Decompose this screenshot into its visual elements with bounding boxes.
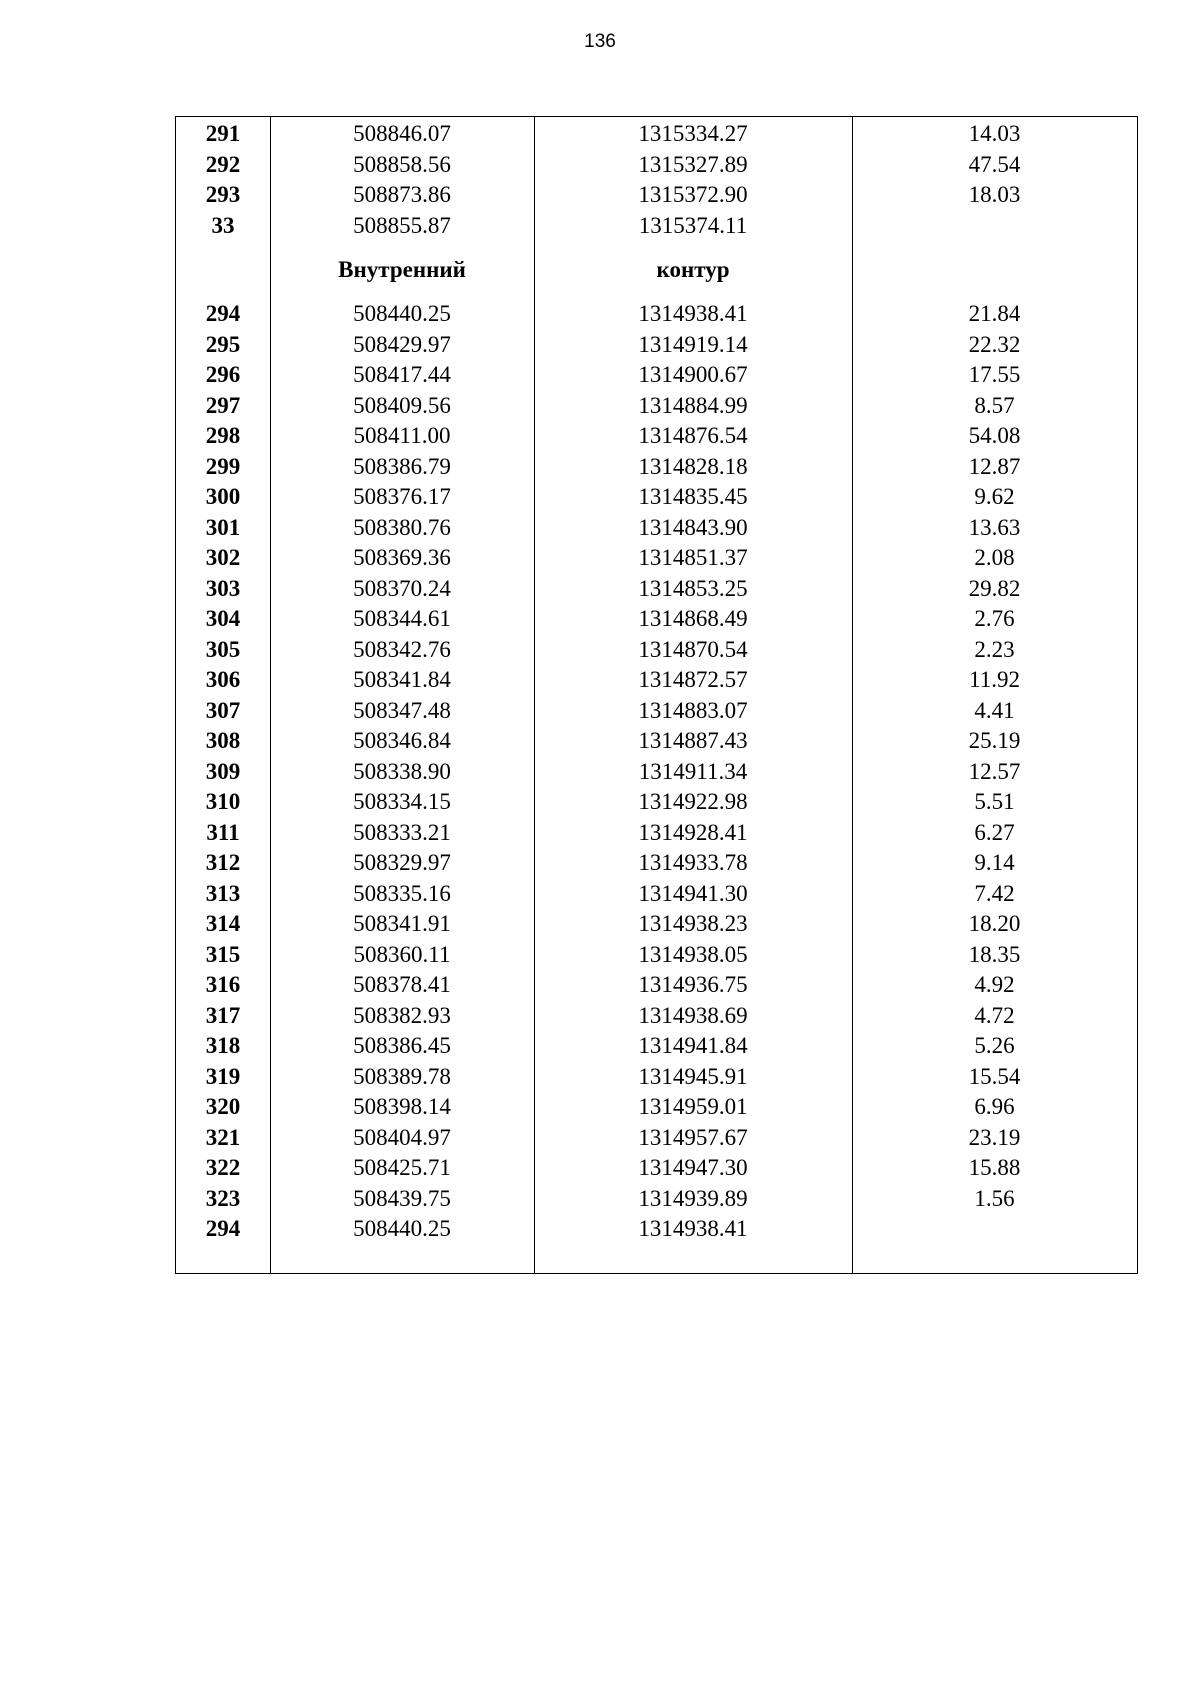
table-row bbox=[176, 1184, 1137, 1215]
y-coordinate-cell: 1314945.91 bbox=[638, 1063, 748, 1089]
distance-cell: 47.54 bbox=[968, 151, 1021, 177]
distance-cell: 15.88 bbox=[968, 1155, 1021, 1180]
x-coordinate-cell: 508873.86 bbox=[353, 182, 451, 207]
distance-cell: 1.56 bbox=[974, 1185, 1015, 1211]
y-coordinate-cell: 1314959.01 bbox=[638, 1094, 748, 1119]
point-number-cell: 323 bbox=[205, 1185, 241, 1211]
y-coordinate-cell: 1314938.23 bbox=[638, 911, 748, 936]
y-coordinate-cell: 1314936.75 bbox=[638, 972, 748, 997]
point-number-cell: 301 bbox=[205, 514, 241, 540]
point-number-cell: 299 bbox=[205, 453, 241, 479]
table-row bbox=[176, 452, 1137, 483]
table-row bbox=[176, 150, 1137, 181]
y-coordinate-cell: 1314872.57 bbox=[638, 667, 748, 692]
distance-cell: 18.35 bbox=[968, 941, 1021, 967]
y-coordinate-cell: 1315334.27 bbox=[638, 121, 748, 146]
table-row bbox=[176, 726, 1137, 757]
x-coordinate-cell: 508341.91 bbox=[353, 911, 451, 936]
inner-contour-rows bbox=[176, 299, 1137, 1245]
point-number-cell: 315 bbox=[205, 941, 241, 967]
point-number-cell: 313 bbox=[205, 880, 241, 906]
distance-cell: 12.57 bbox=[968, 758, 1021, 784]
y-coordinate-cell: 1314870.54 bbox=[638, 636, 748, 662]
table-row bbox=[176, 818, 1137, 849]
y-coordinate-cell: 1314938.41 bbox=[638, 1216, 748, 1241]
table-row bbox=[176, 360, 1137, 391]
y-coordinate-cell: 1314938.05 bbox=[638, 941, 748, 967]
table-row bbox=[176, 787, 1137, 818]
y-coordinate-cell: 1315372.90 bbox=[638, 182, 748, 207]
point-number-cell: 321 bbox=[205, 1124, 241, 1150]
table-row bbox=[176, 1092, 1137, 1123]
y-coordinate-cell: 1314941.84 bbox=[638, 1033, 748, 1058]
point-number-cell: 302 bbox=[205, 545, 241, 570]
point-number-cell: 292 bbox=[205, 151, 241, 177]
x-coordinate-cell: 508439.75 bbox=[353, 1185, 451, 1211]
point-number-cell: 320 bbox=[205, 1094, 241, 1119]
table-row bbox=[176, 635, 1137, 666]
x-coordinate-cell: 508335.16 bbox=[353, 880, 451, 906]
table-row bbox=[176, 1214, 1137, 1245]
x-coordinate-cell: 508344.61 bbox=[353, 606, 451, 631]
y-coordinate-cell: 1314922.98 bbox=[638, 789, 748, 814]
table-row bbox=[176, 391, 1137, 422]
x-coordinate-cell: 508411.00 bbox=[353, 423, 451, 448]
point-number-cell: 293 bbox=[205, 182, 241, 207]
y-coordinate-cell: 1314900.67 bbox=[638, 362, 748, 387]
x-coordinate-cell: 508346.84 bbox=[353, 728, 451, 753]
x-coordinate-cell: 508398.14 bbox=[353, 1094, 451, 1119]
distance-cell: 25.19 bbox=[968, 728, 1021, 753]
table-row bbox=[176, 330, 1137, 361]
x-coordinate-cell: 508855.87 bbox=[353, 212, 451, 238]
distance-cell: 29.82 bbox=[968, 575, 1021, 601]
x-coordinate-cell: 508376.17 bbox=[353, 484, 451, 509]
x-coordinate-cell: 508378.41 bbox=[353, 972, 451, 997]
distance-cell: 5.51 bbox=[974, 789, 1015, 814]
distance-cell: 2.08 bbox=[974, 545, 1015, 570]
x-coordinate-cell: 508389.78 bbox=[353, 1063, 451, 1089]
y-coordinate-cell: 1314883.07 bbox=[638, 697, 748, 723]
y-coordinate-cell: 1314828.18 bbox=[638, 453, 748, 479]
point-number-cell: 319 bbox=[205, 1063, 241, 1089]
point-number-cell: 306 bbox=[205, 667, 241, 692]
x-coordinate-cell: 508341.84 bbox=[353, 667, 451, 692]
point-number-cell: 295 bbox=[205, 331, 241, 357]
y-coordinate-cell: 1314843.90 bbox=[638, 514, 748, 540]
table-row bbox=[176, 180, 1137, 211]
table-row bbox=[176, 421, 1137, 452]
x-coordinate-cell: 508382.93 bbox=[353, 1002, 451, 1028]
point-number-cell: 303 bbox=[205, 575, 241, 601]
distance-cell: 8.57 bbox=[974, 392, 1015, 418]
distance-cell: 23.19 bbox=[968, 1124, 1021, 1150]
point-number-cell: 316 bbox=[205, 972, 241, 997]
y-coordinate-cell: 1314868.49 bbox=[638, 606, 748, 631]
coordinates-table bbox=[175, 116, 1138, 1274]
x-coordinate-cell: 508425.71 bbox=[353, 1155, 451, 1180]
y-coordinate-cell: 1314876.54 bbox=[638, 423, 748, 448]
y-coordinate-cell: 1315374.11 bbox=[638, 212, 748, 238]
distance-cell: 2.76 bbox=[974, 606, 1015, 631]
point-number-cell: 33 bbox=[211, 212, 235, 238]
point-number-cell: 291 bbox=[205, 121, 241, 146]
x-coordinate-cell: 508404.97 bbox=[353, 1124, 451, 1150]
table-row bbox=[176, 1031, 1137, 1062]
table-row bbox=[176, 1001, 1137, 1032]
x-coordinate-cell: 508342.76 bbox=[353, 636, 451, 662]
point-number-cell: 305 bbox=[205, 636, 241, 662]
distance-cell: 2.23 bbox=[974, 636, 1015, 662]
distance-cell: 12.87 bbox=[968, 453, 1021, 479]
table-row bbox=[176, 940, 1137, 971]
point-number-cell: 312 bbox=[205, 850, 241, 875]
table-row bbox=[176, 513, 1137, 544]
point-number-cell: 298 bbox=[205, 423, 241, 448]
x-coordinate-cell: 508386.79 bbox=[353, 453, 451, 479]
distance-cell: 21.84 bbox=[968, 301, 1021, 326]
table-row bbox=[176, 665, 1137, 696]
y-coordinate-cell: 1314938.69 bbox=[638, 1002, 748, 1028]
table-row bbox=[176, 543, 1137, 574]
outer-contour-rows bbox=[176, 119, 1137, 241]
point-number-cell: 304 bbox=[205, 606, 241, 631]
section-header-inner-contour bbox=[176, 241, 1137, 299]
table-row bbox=[176, 1153, 1137, 1184]
point-number-cell: 308 bbox=[205, 728, 241, 753]
section-label-left: Внутренний bbox=[338, 257, 466, 282]
y-coordinate-cell: 1314851.37 bbox=[638, 545, 748, 570]
point-number-cell: 296 bbox=[205, 362, 241, 387]
distance-cell: 13.63 bbox=[968, 514, 1021, 540]
table-row bbox=[176, 1123, 1137, 1154]
distance-cell: 15.54 bbox=[968, 1063, 1021, 1089]
x-coordinate-cell: 508417.44 bbox=[353, 362, 451, 387]
y-coordinate-cell: 1314911.34 bbox=[638, 758, 748, 784]
x-coordinate-cell: 508370.24 bbox=[353, 575, 451, 601]
point-number-cell: 322 bbox=[205, 1155, 241, 1180]
table-row bbox=[176, 1062, 1137, 1093]
x-coordinate-cell: 508369.36 bbox=[353, 545, 451, 570]
y-coordinate-cell: 1314941.30 bbox=[638, 880, 748, 906]
point-number-cell: 294 bbox=[205, 301, 241, 326]
table-row bbox=[176, 604, 1137, 635]
distance-cell: 54.08 bbox=[968, 423, 1021, 448]
y-coordinate-cell: 1314853.25 bbox=[638, 575, 748, 601]
x-coordinate-cell: 508440.25 bbox=[353, 1216, 451, 1241]
y-coordinate-cell: 1314928.41 bbox=[638, 819, 748, 845]
point-number-cell: 314 bbox=[205, 911, 241, 936]
point-number-cell: 294 bbox=[205, 1216, 241, 1241]
point-number-cell: 300 bbox=[205, 484, 241, 509]
point-number-cell: 297 bbox=[205, 392, 241, 418]
x-coordinate-cell: 508334.15 bbox=[353, 789, 451, 814]
y-coordinate-cell: 1314887.43 bbox=[638, 728, 748, 753]
table-row bbox=[176, 299, 1137, 330]
distance-cell: 4.41 bbox=[974, 697, 1015, 723]
table-row bbox=[176, 757, 1137, 788]
x-coordinate-cell: 508338.90 bbox=[353, 758, 451, 784]
table-row bbox=[176, 482, 1137, 513]
x-coordinate-cell: 508333.21 bbox=[353, 819, 451, 845]
table-row bbox=[176, 574, 1137, 605]
x-coordinate-cell: 508429.97 bbox=[353, 331, 451, 357]
x-coordinate-cell: 508386.45 bbox=[353, 1033, 451, 1058]
distance-cell: 4.72 bbox=[974, 1002, 1015, 1028]
x-coordinate-cell: 508380.76 bbox=[353, 514, 451, 540]
x-coordinate-cell: 508329.97 bbox=[353, 850, 451, 875]
table-row bbox=[176, 970, 1137, 1001]
point-number-cell: 317 bbox=[205, 1002, 241, 1028]
point-number-cell: 310 bbox=[205, 789, 241, 814]
distance-cell: 9.14 bbox=[974, 850, 1015, 875]
x-coordinate-cell: 508846.07 bbox=[353, 121, 451, 146]
table-row bbox=[176, 119, 1137, 150]
distance-cell: 9.62 bbox=[974, 484, 1015, 509]
y-coordinate-cell: 1314933.78 bbox=[638, 850, 748, 875]
point-number-cell: 318 bbox=[205, 1033, 241, 1058]
table-row bbox=[176, 696, 1137, 727]
page-number: 136 bbox=[584, 31, 616, 52]
x-coordinate-cell: 508409.56 bbox=[353, 392, 451, 418]
y-coordinate-cell: 1314938.41 bbox=[638, 301, 748, 326]
point-number-cell: 311 bbox=[206, 819, 240, 845]
distance-cell: 5.26 bbox=[974, 1033, 1015, 1058]
distance-cell: 7.42 bbox=[974, 880, 1015, 906]
x-coordinate-cell: 508440.25 bbox=[353, 301, 451, 326]
y-coordinate-cell: 1314835.45 bbox=[638, 484, 748, 509]
distance-cell: 6.96 bbox=[974, 1094, 1015, 1119]
distance-cell: 14.03 bbox=[968, 121, 1021, 146]
distance-cell: 18.20 bbox=[968, 911, 1021, 936]
table-row bbox=[176, 879, 1137, 910]
distance-cell: 11.92 bbox=[969, 667, 1020, 692]
x-coordinate-cell: 508360.11 bbox=[353, 941, 451, 967]
y-coordinate-cell: 1314919.14 bbox=[638, 331, 748, 357]
table-body bbox=[176, 119, 1137, 1245]
y-coordinate-cell: 1314939.89 bbox=[638, 1185, 748, 1211]
y-coordinate-cell: 1314957.67 bbox=[638, 1124, 748, 1150]
y-coordinate-cell: 1314947.30 bbox=[638, 1155, 748, 1180]
point-number-cell: 307 bbox=[205, 697, 241, 723]
point-number-cell: 309 bbox=[205, 758, 241, 784]
section-label-right: контур bbox=[656, 257, 730, 282]
distance-cell: 22.32 bbox=[968, 331, 1021, 357]
distance-cell: 6.27 bbox=[974, 819, 1015, 845]
table-row bbox=[176, 909, 1137, 940]
distance-cell: 17.55 bbox=[968, 362, 1021, 387]
x-coordinate-cell: 508347.48 bbox=[353, 697, 451, 723]
y-coordinate-cell: 1314884.99 bbox=[638, 392, 748, 418]
y-coordinate-cell: 1315327.89 bbox=[638, 151, 748, 177]
distance-cell: 4.92 bbox=[974, 972, 1015, 997]
distance-cell: 18.03 bbox=[968, 182, 1021, 207]
table-row bbox=[176, 848, 1137, 879]
x-coordinate-cell: 508858.56 bbox=[353, 151, 451, 177]
table-row bbox=[176, 211, 1137, 242]
